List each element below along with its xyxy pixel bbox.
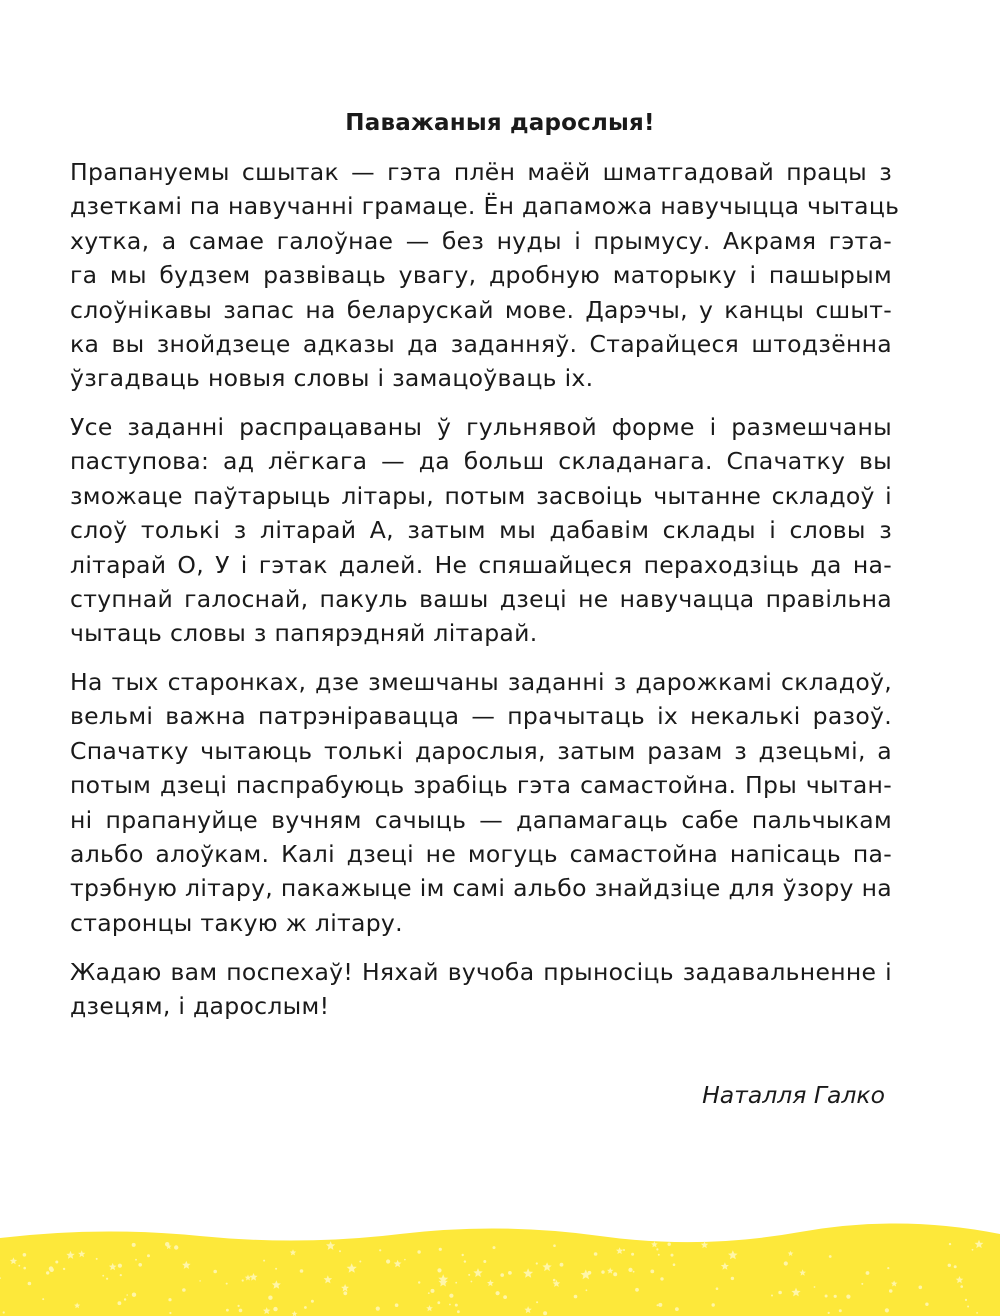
footer-dot bbox=[483, 1260, 486, 1263]
footer-dot bbox=[560, 1263, 564, 1267]
footer-dot bbox=[668, 1243, 671, 1246]
paragraph-2 bbox=[70, 410, 892, 651]
footer-dot bbox=[948, 1264, 951, 1267]
footer-dot bbox=[885, 1308, 889, 1312]
footer-dot bbox=[386, 1259, 390, 1263]
footer-dot bbox=[712, 1303, 715, 1306]
footer-dot bbox=[55, 1261, 58, 1264]
paragraph-1 bbox=[70, 155, 900, 396]
footer-stars-pattern bbox=[0, 1220, 1000, 1316]
footer-dot bbox=[275, 1268, 277, 1270]
footer-dot bbox=[165, 1242, 169, 1246]
paragraph-line: Спачатку чытаюць толькі дарослыя, затым разам з дзецьмі, а bbox=[70, 736, 892, 765]
footer-dot bbox=[226, 1309, 229, 1312]
footer-dot bbox=[96, 1258, 98, 1260]
footer-dot bbox=[376, 1307, 380, 1311]
footer-dot bbox=[304, 1306, 307, 1309]
footer-dot bbox=[126, 1294, 128, 1296]
footer-dot bbox=[118, 1264, 122, 1268]
footer-dot bbox=[784, 1261, 788, 1265]
footer-dot bbox=[657, 1304, 659, 1306]
footer-dot bbox=[633, 1271, 635, 1273]
footer-dot bbox=[965, 1299, 967, 1301]
footer-dot bbox=[359, 1261, 361, 1263]
footer-dot bbox=[455, 1304, 458, 1307]
footer-dot bbox=[671, 1254, 674, 1257]
paragraph-line: дзеткамі па навучанні грамаце. Ён дапаможа навучыцца чытаць bbox=[70, 192, 900, 221]
footer-dot bbox=[404, 1259, 406, 1261]
paragraph-line: трэбную літару, пакажыце ім самі альбо знайдзіце для ўзору на bbox=[70, 874, 892, 903]
footer-dot bbox=[919, 1286, 923, 1290]
footer-dot bbox=[28, 1282, 32, 1286]
footer-dot bbox=[42, 1298, 44, 1300]
footer-dot bbox=[471, 1281, 473, 1283]
paragraph-line: старонцы такую ж літару. bbox=[70, 908, 403, 937]
footer-dot bbox=[439, 1248, 442, 1251]
footer-dot bbox=[631, 1253, 634, 1256]
footer-dot bbox=[418, 1281, 420, 1283]
footer-dot bbox=[574, 1295, 578, 1299]
footer-dot bbox=[449, 1304, 451, 1306]
footer-dot bbox=[431, 1289, 435, 1293]
footer-dot bbox=[635, 1288, 639, 1292]
footer-dot bbox=[49, 1266, 53, 1270]
footer-dot bbox=[135, 1259, 137, 1261]
paragraph-line: літарай О, У і гэтак далей. Не спяшайцеся пераходзіць да на- bbox=[70, 550, 892, 579]
footer-dot bbox=[169, 1312, 171, 1314]
footer-dot bbox=[63, 1268, 65, 1270]
footer-dot bbox=[339, 1250, 341, 1252]
footer-dot bbox=[889, 1289, 893, 1293]
footer-dot bbox=[650, 1270, 654, 1274]
paragraph-line: хутка, а самае галоўнае — без нуды і прымусу. Акрамя гэта- bbox=[70, 226, 892, 255]
author-signature: Наталля Галко bbox=[702, 1081, 885, 1109]
footer-dot bbox=[395, 1303, 399, 1307]
footer-dot bbox=[464, 1260, 466, 1262]
paragraph-line: га мы будзем развіваць увагу, дробную маторыку і пашырым bbox=[70, 261, 892, 290]
footer-dot bbox=[147, 1254, 150, 1257]
footer-dot bbox=[613, 1272, 617, 1276]
footer-dot bbox=[120, 1274, 122, 1276]
footer-dot bbox=[3, 1311, 5, 1313]
footer-dot bbox=[967, 1306, 969, 1308]
footer-dot bbox=[106, 1278, 108, 1280]
paragraph-line: слоўнікавы запас на беларускай мове. Дарэчы, у канцы сшыт- bbox=[70, 295, 892, 324]
footer-dot bbox=[586, 1289, 588, 1291]
footer-dot bbox=[273, 1307, 277, 1311]
footer-dot bbox=[656, 1248, 658, 1250]
footer-dot bbox=[132, 1243, 136, 1247]
footer-dot bbox=[839, 1309, 842, 1312]
footer-dot bbox=[343, 1291, 347, 1295]
footer-dot bbox=[660, 1277, 663, 1280]
footer-dot bbox=[954, 1265, 957, 1268]
paragraph-line: ступнай галоснай, пакуль вашы дзеці не навучацца правільна bbox=[70, 584, 892, 613]
footer-dot bbox=[866, 1271, 870, 1275]
paragraph-line: потым дзеці паспрабуюць зрабіць гэта самастойна. Пры чытан- bbox=[70, 771, 892, 800]
footer-dot bbox=[825, 1295, 828, 1298]
footer-dot bbox=[102, 1275, 104, 1277]
paragraph-line: слоў толькі з літарай А, затым мы дабавім склады і словы з bbox=[70, 516, 892, 545]
paragraph-line: дзецям, і дарослым! bbox=[70, 992, 330, 1021]
paragraph-3 bbox=[70, 665, 892, 940]
paragraph-line: вельмі важна патрэніравацца — прачытаць іх некалькі разоў. bbox=[70, 702, 892, 731]
footer-dot bbox=[457, 1310, 460, 1313]
footer-dot bbox=[379, 1249, 381, 1251]
footer-dot bbox=[658, 1303, 662, 1307]
paragraph-line: альбо алоўкам. Калі дзеці не могуць самастойна напісаць па- bbox=[70, 839, 892, 868]
footer-dot bbox=[268, 1296, 272, 1300]
footer-dot bbox=[543, 1311, 547, 1315]
footer-dot bbox=[46, 1271, 49, 1274]
paragraph-line: Усе заданні распрацаваны ў гульнявой форме і размешчаны bbox=[70, 413, 892, 441]
footer-dot bbox=[449, 1294, 453, 1298]
footer-dot bbox=[673, 1263, 676, 1266]
footer-dot bbox=[493, 1246, 496, 1249]
footer-dot bbox=[138, 1263, 142, 1267]
footer-dot bbox=[771, 1295, 773, 1297]
footer-dot bbox=[628, 1268, 632, 1272]
footer-dot bbox=[508, 1271, 512, 1275]
footer-dot bbox=[455, 1282, 457, 1284]
footer-dot bbox=[834, 1295, 837, 1298]
footer-dot bbox=[536, 1301, 538, 1303]
footer-dot bbox=[503, 1295, 507, 1299]
paragraph-line: паступова: ад лёгкага — да больш складанага. Спачатку вы bbox=[70, 447, 892, 476]
footer-dot bbox=[437, 1301, 440, 1304]
footer-dot bbox=[18, 1265, 20, 1267]
decorative-footer-band bbox=[0, 1220, 1000, 1316]
footer-dot bbox=[437, 1268, 441, 1272]
footer-dot bbox=[861, 1283, 863, 1285]
page-title: Паважаныя дарослыя! bbox=[345, 110, 655, 136]
paragraph-line: ка вы знойдзеце адказы да заданняў. Старайцеся штодзённа bbox=[70, 329, 892, 358]
footer-dot bbox=[242, 1279, 244, 1281]
footer-dot bbox=[553, 1279, 556, 1282]
footer-dot bbox=[496, 1291, 500, 1295]
paragraph-line: ўзгадваць новыя словы і замацоўваць іх. bbox=[70, 364, 594, 393]
footer-dot bbox=[675, 1307, 679, 1311]
footer-dot bbox=[925, 1303, 928, 1306]
paragraph-line: Жадаю вам поспехаў! Няхай вучоба прыносіць задавальненне і bbox=[70, 958, 892, 986]
footer-dot bbox=[23, 1267, 26, 1270]
footer-dot bbox=[417, 1250, 420, 1253]
footer-dot bbox=[428, 1292, 430, 1294]
footer-dot bbox=[118, 1301, 122, 1305]
footer-dot bbox=[199, 1280, 201, 1282]
footer-dot bbox=[594, 1252, 598, 1256]
paragraph-line: Прапануемы сшытак — гэта плён маёй шматгадовай працы з bbox=[70, 158, 892, 186]
footer-dot bbox=[168, 1298, 171, 1301]
footer-dot bbox=[601, 1270, 604, 1273]
footer-dot bbox=[213, 1270, 217, 1274]
footer-dot bbox=[174, 1245, 178, 1249]
paragraph-line: ні прапануйце вучням сачыць — дапамагаць сабе пальчыкам bbox=[70, 805, 892, 834]
paragraph-line: На тых старонках, дзе змешчаны заданні з дарожкамі складоў, bbox=[70, 668, 892, 696]
footer-dot bbox=[960, 1285, 963, 1288]
footer-dot bbox=[778, 1291, 782, 1295]
footer-dot bbox=[972, 1249, 974, 1251]
footer-dot bbox=[468, 1274, 470, 1276]
footer-dot bbox=[949, 1243, 951, 1245]
footer-dot bbox=[976, 1312, 978, 1314]
paragraph-4 bbox=[70, 955, 892, 1024]
footer-dot bbox=[263, 1260, 265, 1262]
paragraph-line: зможаце паўтарыць літары, потым засвоіць чытанне складоў і bbox=[70, 481, 892, 510]
footer-dot bbox=[828, 1312, 830, 1314]
footer-dot bbox=[887, 1267, 889, 1269]
footer-wave-shape bbox=[0, 1223, 1000, 1316]
footer-dot bbox=[553, 1244, 556, 1247]
footer-dot bbox=[623, 1249, 625, 1251]
footer-dot bbox=[226, 1283, 228, 1285]
footer-dot bbox=[658, 1254, 660, 1256]
footer-dot bbox=[814, 1286, 816, 1288]
footer-dot bbox=[462, 1254, 464, 1256]
footer-dot bbox=[536, 1262, 538, 1264]
footer-dot bbox=[716, 1287, 719, 1290]
footer-dot bbox=[182, 1288, 186, 1292]
footer-dot bbox=[132, 1293, 136, 1297]
paragraph-line: чытаць словы з папярэдняй літарай. bbox=[70, 619, 538, 648]
footer-dot bbox=[311, 1300, 314, 1303]
footer-dot bbox=[238, 1305, 240, 1307]
footer-dot bbox=[731, 1277, 734, 1280]
footer-dot bbox=[500, 1273, 504, 1277]
footer-dot bbox=[124, 1298, 126, 1300]
footer-dot bbox=[23, 1253, 27, 1257]
footer-dot bbox=[397, 1262, 399, 1264]
footer-dot bbox=[239, 1309, 243, 1313]
footer-dot bbox=[846, 1295, 850, 1299]
footer-dot bbox=[300, 1269, 304, 1273]
footer-dot bbox=[829, 1255, 832, 1258]
